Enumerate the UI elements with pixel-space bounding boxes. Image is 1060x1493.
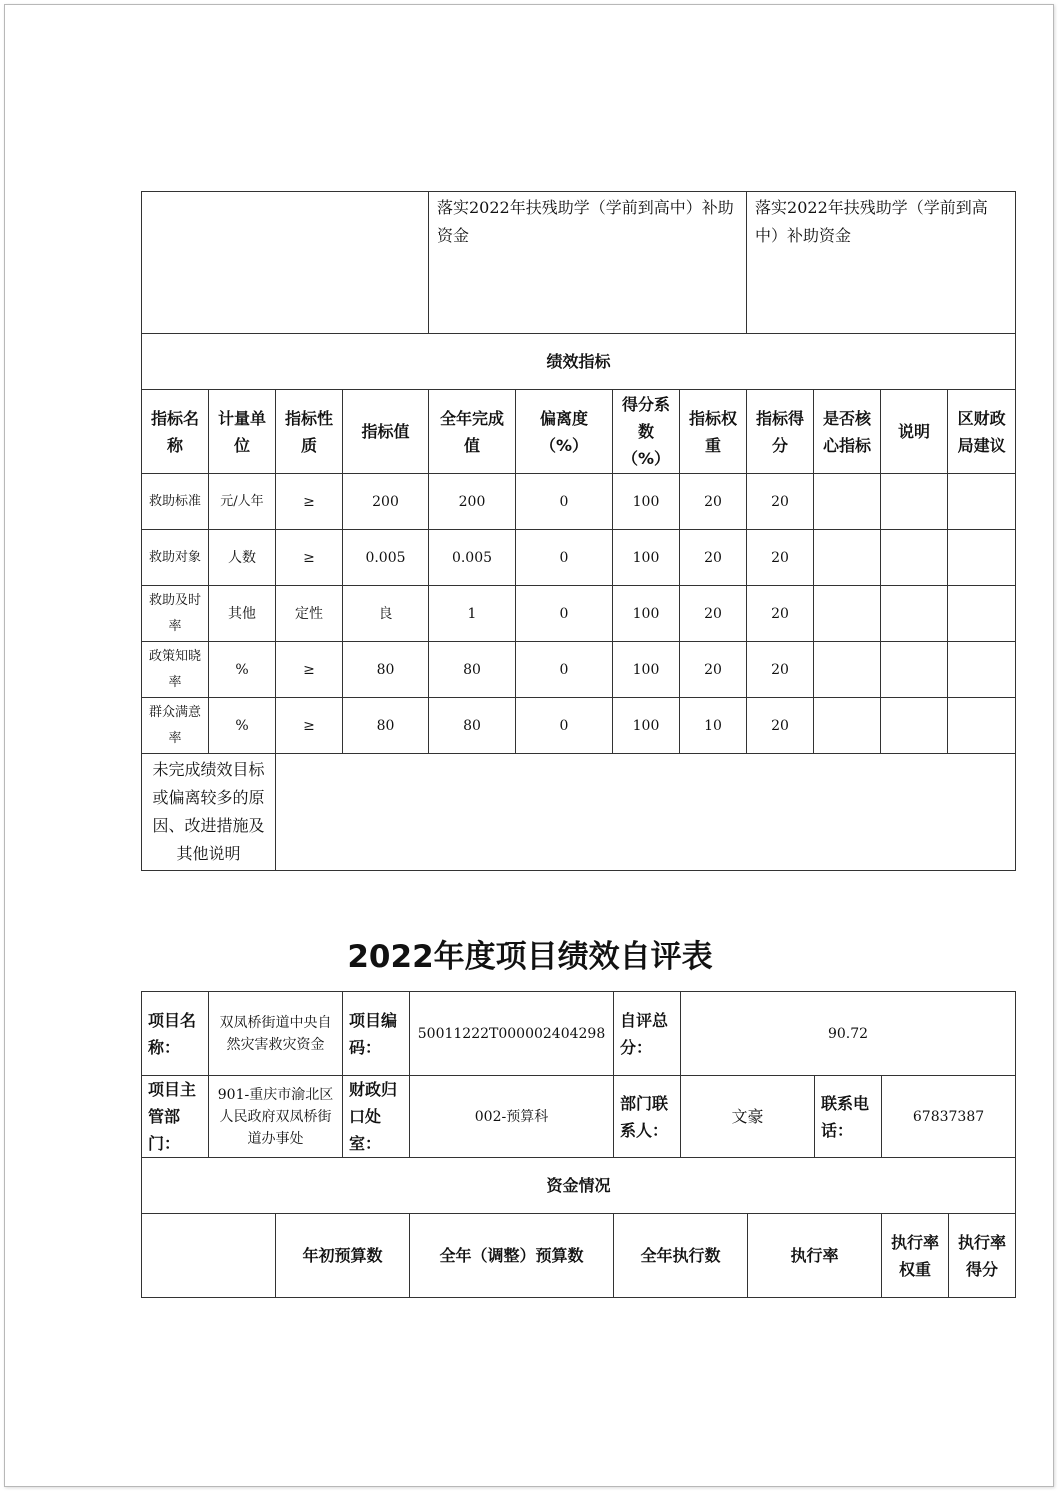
reason-value <box>276 754 1016 871</box>
indicator-score: 20 <box>747 698 814 754</box>
indicator-weight: 20 <box>680 474 747 530</box>
finance-office-value: 002-预算科 <box>410 1076 614 1158</box>
indicator-advice <box>948 474 1016 530</box>
indicator-actual: 80 <box>429 698 516 754</box>
indicator-advice <box>948 530 1016 586</box>
indicator-deviation: 0 <box>516 474 613 530</box>
indicator-nature: ≥ <box>276 642 343 698</box>
indicator-value: 80 <box>343 642 429 698</box>
indicator-core <box>814 642 881 698</box>
indicator-deviation: 0 <box>516 698 613 754</box>
header-cell: 指标值 <box>343 390 429 474</box>
header-cell: 计量单位 <box>209 390 276 474</box>
project-name-value: 双凤桥街道中央自然灾害救灾资金 <box>209 992 343 1076</box>
table-row <box>142 586 1016 642</box>
header-cell: 得分系数（%） <box>613 390 680 474</box>
indicator-nature: ≥ <box>276 474 343 530</box>
performance-indicator-table <box>141 191 1016 871</box>
funds-header-row <box>142 1214 1016 1298</box>
indicator-note <box>881 698 948 754</box>
indicator-actual: 0.005 <box>429 530 516 586</box>
funds-section-title: 资金情况 <box>142 1158 1016 1214</box>
indicator-unit: 元/人年 <box>209 474 276 530</box>
header-cell: 偏离度（%） <box>516 390 613 474</box>
indicator-note <box>881 642 948 698</box>
indicator-name: 救助及时率 <box>142 586 209 642</box>
department-label: 项目主管部门： <box>142 1076 209 1158</box>
header-cell: 全年完成值 <box>429 390 516 474</box>
indicator-value: 0.005 <box>343 530 429 586</box>
table-row <box>142 530 1016 586</box>
indicator-name: 群众满意率 <box>142 698 209 754</box>
indicator-deviation: 0 <box>516 642 613 698</box>
planned-goal: 落实2022年扶残助学（学前到高中）补助资金 <box>429 192 747 334</box>
header-cell: 指标性质 <box>276 390 343 474</box>
project-row-1 <box>142 992 1016 1076</box>
header-cell: 指标名称 <box>142 390 209 474</box>
indicator-weight: 20 <box>680 586 747 642</box>
goal-label-cell <box>142 192 429 334</box>
contact-person-label: 部门联系人： <box>614 1076 681 1158</box>
goal-row <box>142 192 1016 334</box>
indicator-unit: 人数 <box>209 530 276 586</box>
indicator-core <box>814 586 881 642</box>
funds-header-rate-score: 执行率得分 <box>949 1214 1016 1298</box>
indicator-deviation: 0 <box>516 530 613 586</box>
funds-header-executed: 全年执行数 <box>614 1214 748 1298</box>
table-row <box>142 474 1016 530</box>
indicator-unit: % <box>209 642 276 698</box>
indicator-name: 救助对象 <box>142 530 209 586</box>
funds-header-adjusted-budget: 全年（调整）预算数 <box>410 1214 614 1298</box>
indicator-score: 20 <box>747 642 814 698</box>
indicator-actual: 200 <box>429 474 516 530</box>
indicator-unit: % <box>209 698 276 754</box>
contact-person-value: 文豪 <box>681 1076 815 1158</box>
indicator-coefficient: 100 <box>613 586 680 642</box>
header-cell: 说明 <box>881 390 948 474</box>
self-score-value: 90.72 <box>681 992 1016 1076</box>
indicator-score: 20 <box>747 474 814 530</box>
table-row <box>142 698 1016 754</box>
indicator-weight: 20 <box>680 530 747 586</box>
indicator-coefficient: 100 <box>613 698 680 754</box>
indicator-note <box>881 586 948 642</box>
indicator-deviation: 0 <box>516 586 613 642</box>
indicator-core <box>814 530 881 586</box>
indicator-actual: 80 <box>429 642 516 698</box>
indicator-advice <box>948 586 1016 642</box>
indicator-score: 20 <box>747 586 814 642</box>
table-row <box>142 642 1016 698</box>
phone-label: 联系电话： <box>815 1076 882 1158</box>
indicator-note <box>881 474 948 530</box>
indicator-name: 救助标准 <box>142 474 209 530</box>
indicator-nature: ≥ <box>276 698 343 754</box>
self-score-label: 自评总分： <box>614 992 681 1076</box>
funds-header-rate-weight: 执行率权重 <box>882 1214 949 1298</box>
indicator-score: 20 <box>747 530 814 586</box>
indicator-nature: 定性 <box>276 586 343 642</box>
indicator-header-row <box>142 390 1016 474</box>
indicator-unit: 其他 <box>209 586 276 642</box>
indicator-actual: 1 <box>429 586 516 642</box>
indicator-value: 200 <box>343 474 429 530</box>
actual-result: 落实2022年扶残助学（学前到高中）补助资金 <box>747 192 1016 334</box>
indicators-section-title: 绩效指标 <box>142 334 1016 390</box>
indicator-core <box>814 474 881 530</box>
reason-label: 未完成绩效目标或偏离较多的原因、改进措施及其他说明 <box>142 754 276 871</box>
indicator-coefficient: 100 <box>613 474 680 530</box>
indicator-coefficient: 100 <box>613 642 680 698</box>
project-row-2 <box>142 1076 1016 1158</box>
funds-header-initial-budget: 年初预算数 <box>276 1214 410 1298</box>
department-value: 901-重庆市渝北区人民政府双凤桥街道办事处 <box>209 1076 343 1158</box>
finance-office-label: 财政归口处室： <box>343 1076 410 1158</box>
indicator-nature: ≥ <box>276 530 343 586</box>
header-cell: 是否核心指标 <box>814 390 881 474</box>
reason-row <box>142 754 1016 871</box>
form-title: 2022年度项目绩效自评表 <box>347 939 713 975</box>
project-evaluation-table <box>141 991 1016 1298</box>
project-code-value: 50011222T000002404298 <box>410 992 614 1076</box>
indicator-advice <box>948 642 1016 698</box>
indicator-value: 80 <box>343 698 429 754</box>
header-cell: 区财政局建议 <box>948 390 1016 474</box>
indicator-core <box>814 698 881 754</box>
header-cell: 指标权重 <box>680 390 747 474</box>
indicator-advice <box>948 698 1016 754</box>
indicator-note <box>881 530 948 586</box>
project-code-label: 项目编码： <box>343 992 410 1076</box>
phone-value: 67837387 <box>882 1076 1016 1158</box>
indicator-weight: 20 <box>680 642 747 698</box>
project-name-label: 项目名称： <box>142 992 209 1076</box>
indicator-value: 良 <box>343 586 429 642</box>
indicator-coefficient: 100 <box>613 530 680 586</box>
indicator-weight: 10 <box>680 698 747 754</box>
indicator-name: 政策知晓率 <box>142 642 209 698</box>
funds-header-execution-rate: 执行率 <box>748 1214 882 1298</box>
funds-header-blank <box>142 1214 276 1298</box>
header-cell: 指标得分 <box>747 390 814 474</box>
